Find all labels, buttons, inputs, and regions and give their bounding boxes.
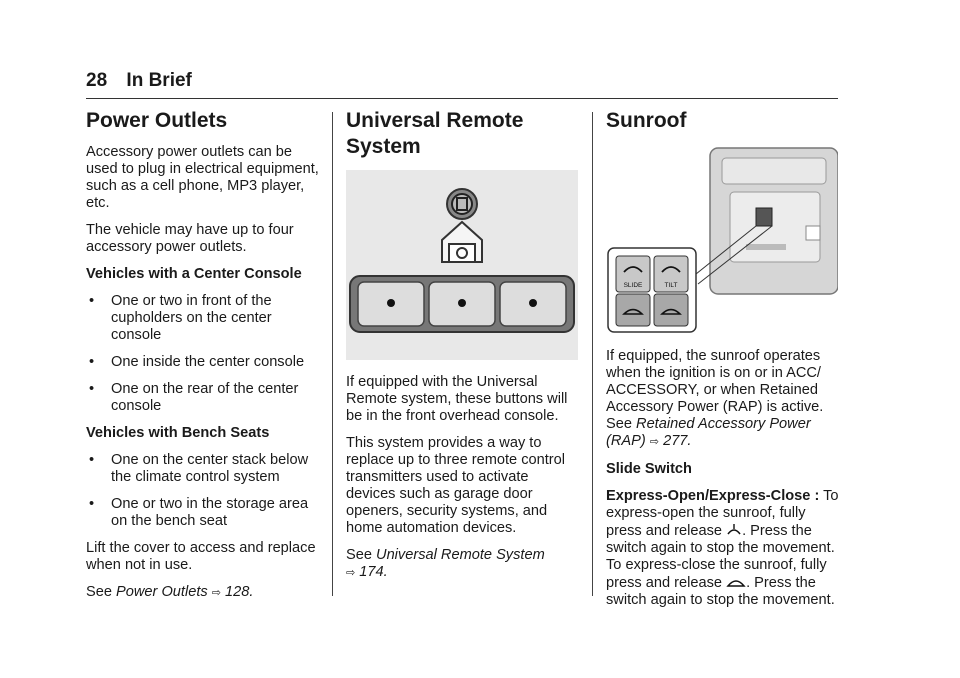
column-divider-1 [332,112,333,596]
sunroof-operation: If equipped, the sunroof operates when the ignition is on or in ACC/ ACCESSORY, or when Retained Accessory Power (RAP) is active. See Retained Accessory Power (RAP) ⇨ 277. [606,348,824,449]
universal-remote-description: This system provides a way to replace up to three remote control transmitters used to activate devices such as garage door openers, security systems, and home automation devices. [346,435,566,536]
bullet-icon: • [89,496,95,512]
list-item: • One on the rear of the center console [89,381,299,414]
bullet-icon: • [89,293,95,309]
arrow-icon: ⇨ [346,567,356,579]
page-number: 28 [86,70,108,91]
see-reference: See Universal Remote System ⇨ 174. [346,547,545,580]
universal-remote-figure [346,170,578,360]
arrow-icon: ⇨ [211,587,221,599]
arrow-icon: ⇨ [649,436,660,448]
universal-remote-title: Universal Remote System [346,109,524,158]
center-console-heading: Vehicles with a Center Console [86,266,302,282]
see-reference: See Power Outlets ⇨ 128. [86,584,254,600]
express-open-close-label: Express-Open/Express-Close : [606,488,820,504]
power-outlets-title: Power Outlets [86,109,228,132]
section-title: In Brief [126,70,192,91]
tilt-label: TILT [664,282,678,289]
reference-page[interactable]: 128. [225,584,254,600]
column-universal-remote [346,108,582,592]
bullet-icon: • [89,354,95,370]
reference-link[interactable]: Universal Remote System [376,547,545,563]
list-item: • One or two in the storage area on the bench seat [89,496,309,529]
sunroof-figure [606,144,838,334]
reference-page[interactable]: 277. [663,433,692,449]
sunroof-open-icon [726,522,742,538]
list-item: • One inside the center console [89,354,305,370]
bullet-icon: • [89,381,95,397]
list-item: • One on the center stack below the climate control system [89,452,309,485]
list-item: • One or two in front of the cupholders on the center console [89,293,272,343]
sunroof-title: Sunroof [606,109,687,132]
universal-remote-location: If equipped with the Universal Remote system, these buttons will be in the front overhead console. [346,374,568,424]
reference-link[interactable]: Retained Accessory Power (RAP) [606,416,811,449]
column-sunroof [606,108,842,619]
power-outlets-count: The vehicle may have up to four accessory power outlets. [86,222,294,255]
reference-link[interactable]: Power Outlets [116,584,208,600]
lift-cover-text: Lift the cover to access and replace when not in use. [86,540,316,573]
column-divider-2 [592,112,593,596]
reference-page[interactable]: 174. [359,564,388,580]
slide-label: SLIDE [623,282,643,289]
page-header [86,70,192,92]
header-rule [86,98,838,99]
slide-switch-heading: Slide Switch [606,461,692,477]
column-power-outlets [86,108,322,612]
bullet-icon: • [89,452,95,468]
express-open-close-text: Express-Open/Express-Close : To express-open the sunroof, fully press and release . Press the switch again to stop the movement. To express-close the sunroof, fully press and release . Press the switch again to stop the movement. [606,488,839,608]
power-outlets-intro: Accessory power outlets can be used to plug in electrical equipment, such as a cell phone, MP3 player, etc. [86,144,319,211]
sunroof-close-icon [726,574,746,590]
bench-seats-heading: Vehicles with Bench Seats [86,425,270,441]
